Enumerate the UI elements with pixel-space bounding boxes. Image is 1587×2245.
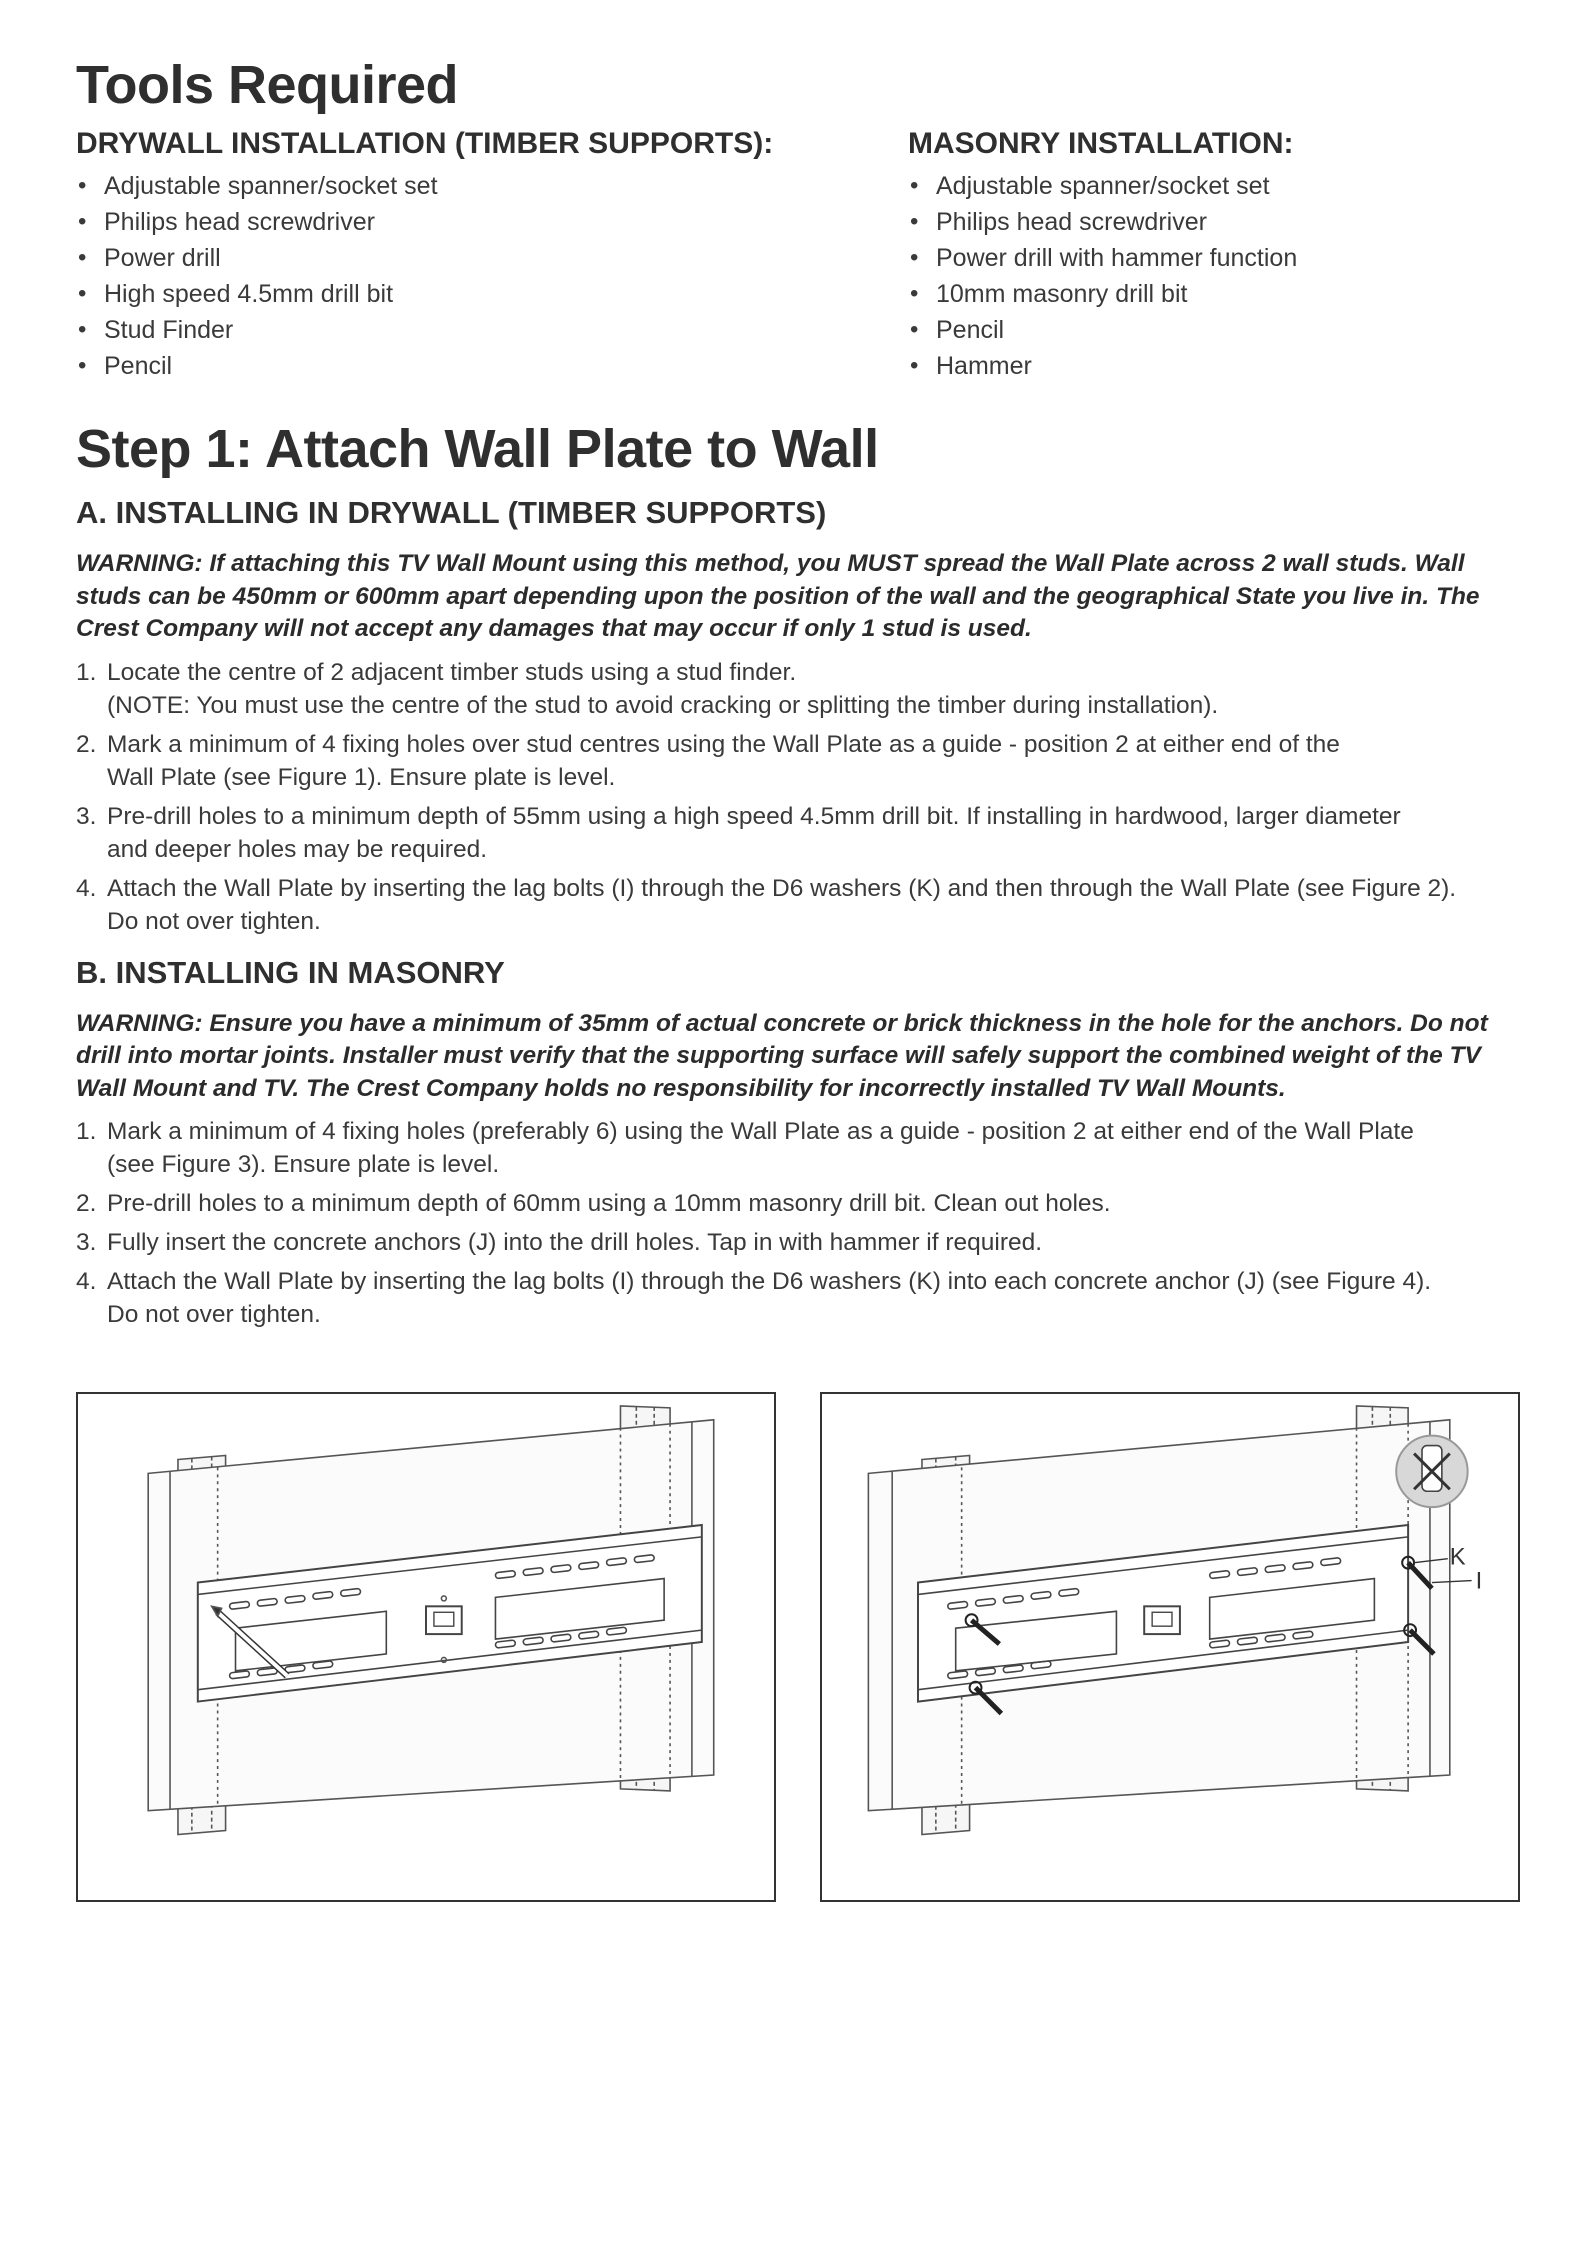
step-line: Locate the centre of 2 adjacent timber studs using a stud finder. xyxy=(107,658,797,686)
step-line: (see Figure 3). Ensure plate is level. xyxy=(107,1151,500,1178)
list-item: • Power drill with hammer function xyxy=(908,240,1520,276)
step-number: 4. xyxy=(76,874,97,902)
step-line: Mark a minimum of 4 fixing holes (preferably 6) using the Wall Plate as a guide - position 2 at either end of the Wall Plate xyxy=(107,1118,1414,1145)
step-number: 2. xyxy=(76,1190,97,1217)
step-number: 1. xyxy=(76,1118,97,1145)
list-item: • Pencil xyxy=(908,312,1520,348)
section-a-heading: A. INSTALLING IN DRYWALL (TIMBER SUPPORTS) xyxy=(76,495,827,530)
figure-drywall xyxy=(76,1392,776,1902)
step-line: Attach the Wall Plate by inserting the lag bolts (I) through the D6 washers (K) into each concrete anchor (J) (see Figure 4). xyxy=(107,1268,1432,1295)
step-line: Attach the Wall Plate by inserting the lag bolts (I) through the D6 washers (K) and then through the Wall Plate (see Figure 2). xyxy=(107,874,1457,902)
list-item: • Stud Finder xyxy=(76,312,908,348)
step-line: Mark a minimum of 4 fixing holes over stud centres using the Wall Plate as a guide - position 2 at either end of the xyxy=(107,730,1340,758)
list-item: • Power drill xyxy=(76,240,908,276)
step-line: Do not over tighten. xyxy=(107,907,321,935)
list-item xyxy=(76,800,1520,866)
list-item xyxy=(76,728,1520,794)
step-line: and deeper holes may be required. xyxy=(107,835,488,863)
wall-plate-drywall-illustration xyxy=(78,1394,774,1900)
step-line: Do not over tighten. xyxy=(107,1301,321,1328)
drywall-tools xyxy=(76,124,908,384)
step1-title: Step 1: Attach Wall Plate to Wall xyxy=(76,419,879,479)
list-item: • Philips head screwdriver xyxy=(908,204,1520,240)
tools-title: Tools Required xyxy=(76,55,459,115)
masonry-tools-list xyxy=(908,168,1520,384)
figure-masonry xyxy=(820,1392,1520,1902)
wall-plate-masonry-illustration xyxy=(822,1394,1518,1900)
list-item xyxy=(76,1115,1520,1181)
step-number: 3. xyxy=(76,1229,97,1256)
masonry-tools xyxy=(908,124,1520,384)
step-number: 3. xyxy=(76,802,97,830)
section-a-warning: WARNING: If attaching this TV Wall Mount using this method, you MUST spread the Wall Plate across 2 wall studs. Wall studs can be 450mm or 600mm apart depending upon the position of the wall and the geographical State you live in. The Crest Company will not accept any damages that may occur if only 1 stud is used. xyxy=(76,550,1480,642)
masonry-tools-heading: MASONRY INSTALLATION: xyxy=(908,127,1294,160)
section-b-steps xyxy=(76,1115,1520,1331)
list-item xyxy=(76,1226,1520,1259)
drywall-tools-heading: DRYWALL INSTALLATION (TIMBER SUPPORTS): xyxy=(76,127,774,160)
step-number: 4. xyxy=(76,1268,97,1295)
tools-section xyxy=(76,124,1520,384)
list-item: • High speed 4.5mm drill bit xyxy=(76,276,908,312)
step-number: 2. xyxy=(76,730,97,758)
step-line: (NOTE: You must use the centre of the stud to avoid cracking or splitting the timber during installation). xyxy=(107,691,1219,719)
list-item: • Adjustable spanner/socket set xyxy=(908,168,1520,204)
section-b-warning: WARNING: Ensure you have a minimum of 35mm of actual concrete or brick thickness in the hole for the anchors. Do not drill into mortar joints. Installer must verify that the supporting surface will safely support the combined weight of the TV Wall Mount and TV. The Crest Company holds no responsibility for incorrectly installed TV Wall Mounts. xyxy=(76,1009,1488,1102)
list-item: • Philips head screwdriver xyxy=(76,204,908,240)
list-item: • Hammer xyxy=(908,348,1520,384)
bolt-label: I xyxy=(1475,1567,1483,1595)
list-item: • Pencil xyxy=(76,348,908,384)
washer-label: K xyxy=(1449,1543,1466,1571)
step-line: Pre-drill holes to a minimum depth of 60mm using a 10mm masonry drill bit. Clean out holes. xyxy=(107,1190,1111,1217)
step-number: 1. xyxy=(76,658,97,686)
list-item xyxy=(76,1187,1520,1220)
list-item: • Adjustable spanner/socket set xyxy=(76,168,908,204)
step-line: Pre-drill holes to a minimum depth of 55mm using a high speed 4.5mm drill bit. If installing in hardwood, larger diameter xyxy=(107,802,1401,830)
drywall-tools-list xyxy=(76,168,908,384)
list-item xyxy=(76,656,1520,722)
figures-row xyxy=(76,1392,1520,1906)
list-item xyxy=(76,872,1520,938)
step-line: Fully insert the concrete anchors (J) into the drill holes. Tap in with hammer if required. xyxy=(107,1229,1043,1256)
section-b-heading: B. INSTALLING IN MASONRY xyxy=(76,954,505,990)
list-item: • 10mm masonry drill bit xyxy=(908,276,1520,312)
manual-page xyxy=(76,52,1520,1337)
step-line: Wall Plate (see Figure 1). Ensure plate is level. xyxy=(107,763,616,791)
section-a-steps xyxy=(76,656,1520,938)
list-item xyxy=(76,1265,1520,1331)
